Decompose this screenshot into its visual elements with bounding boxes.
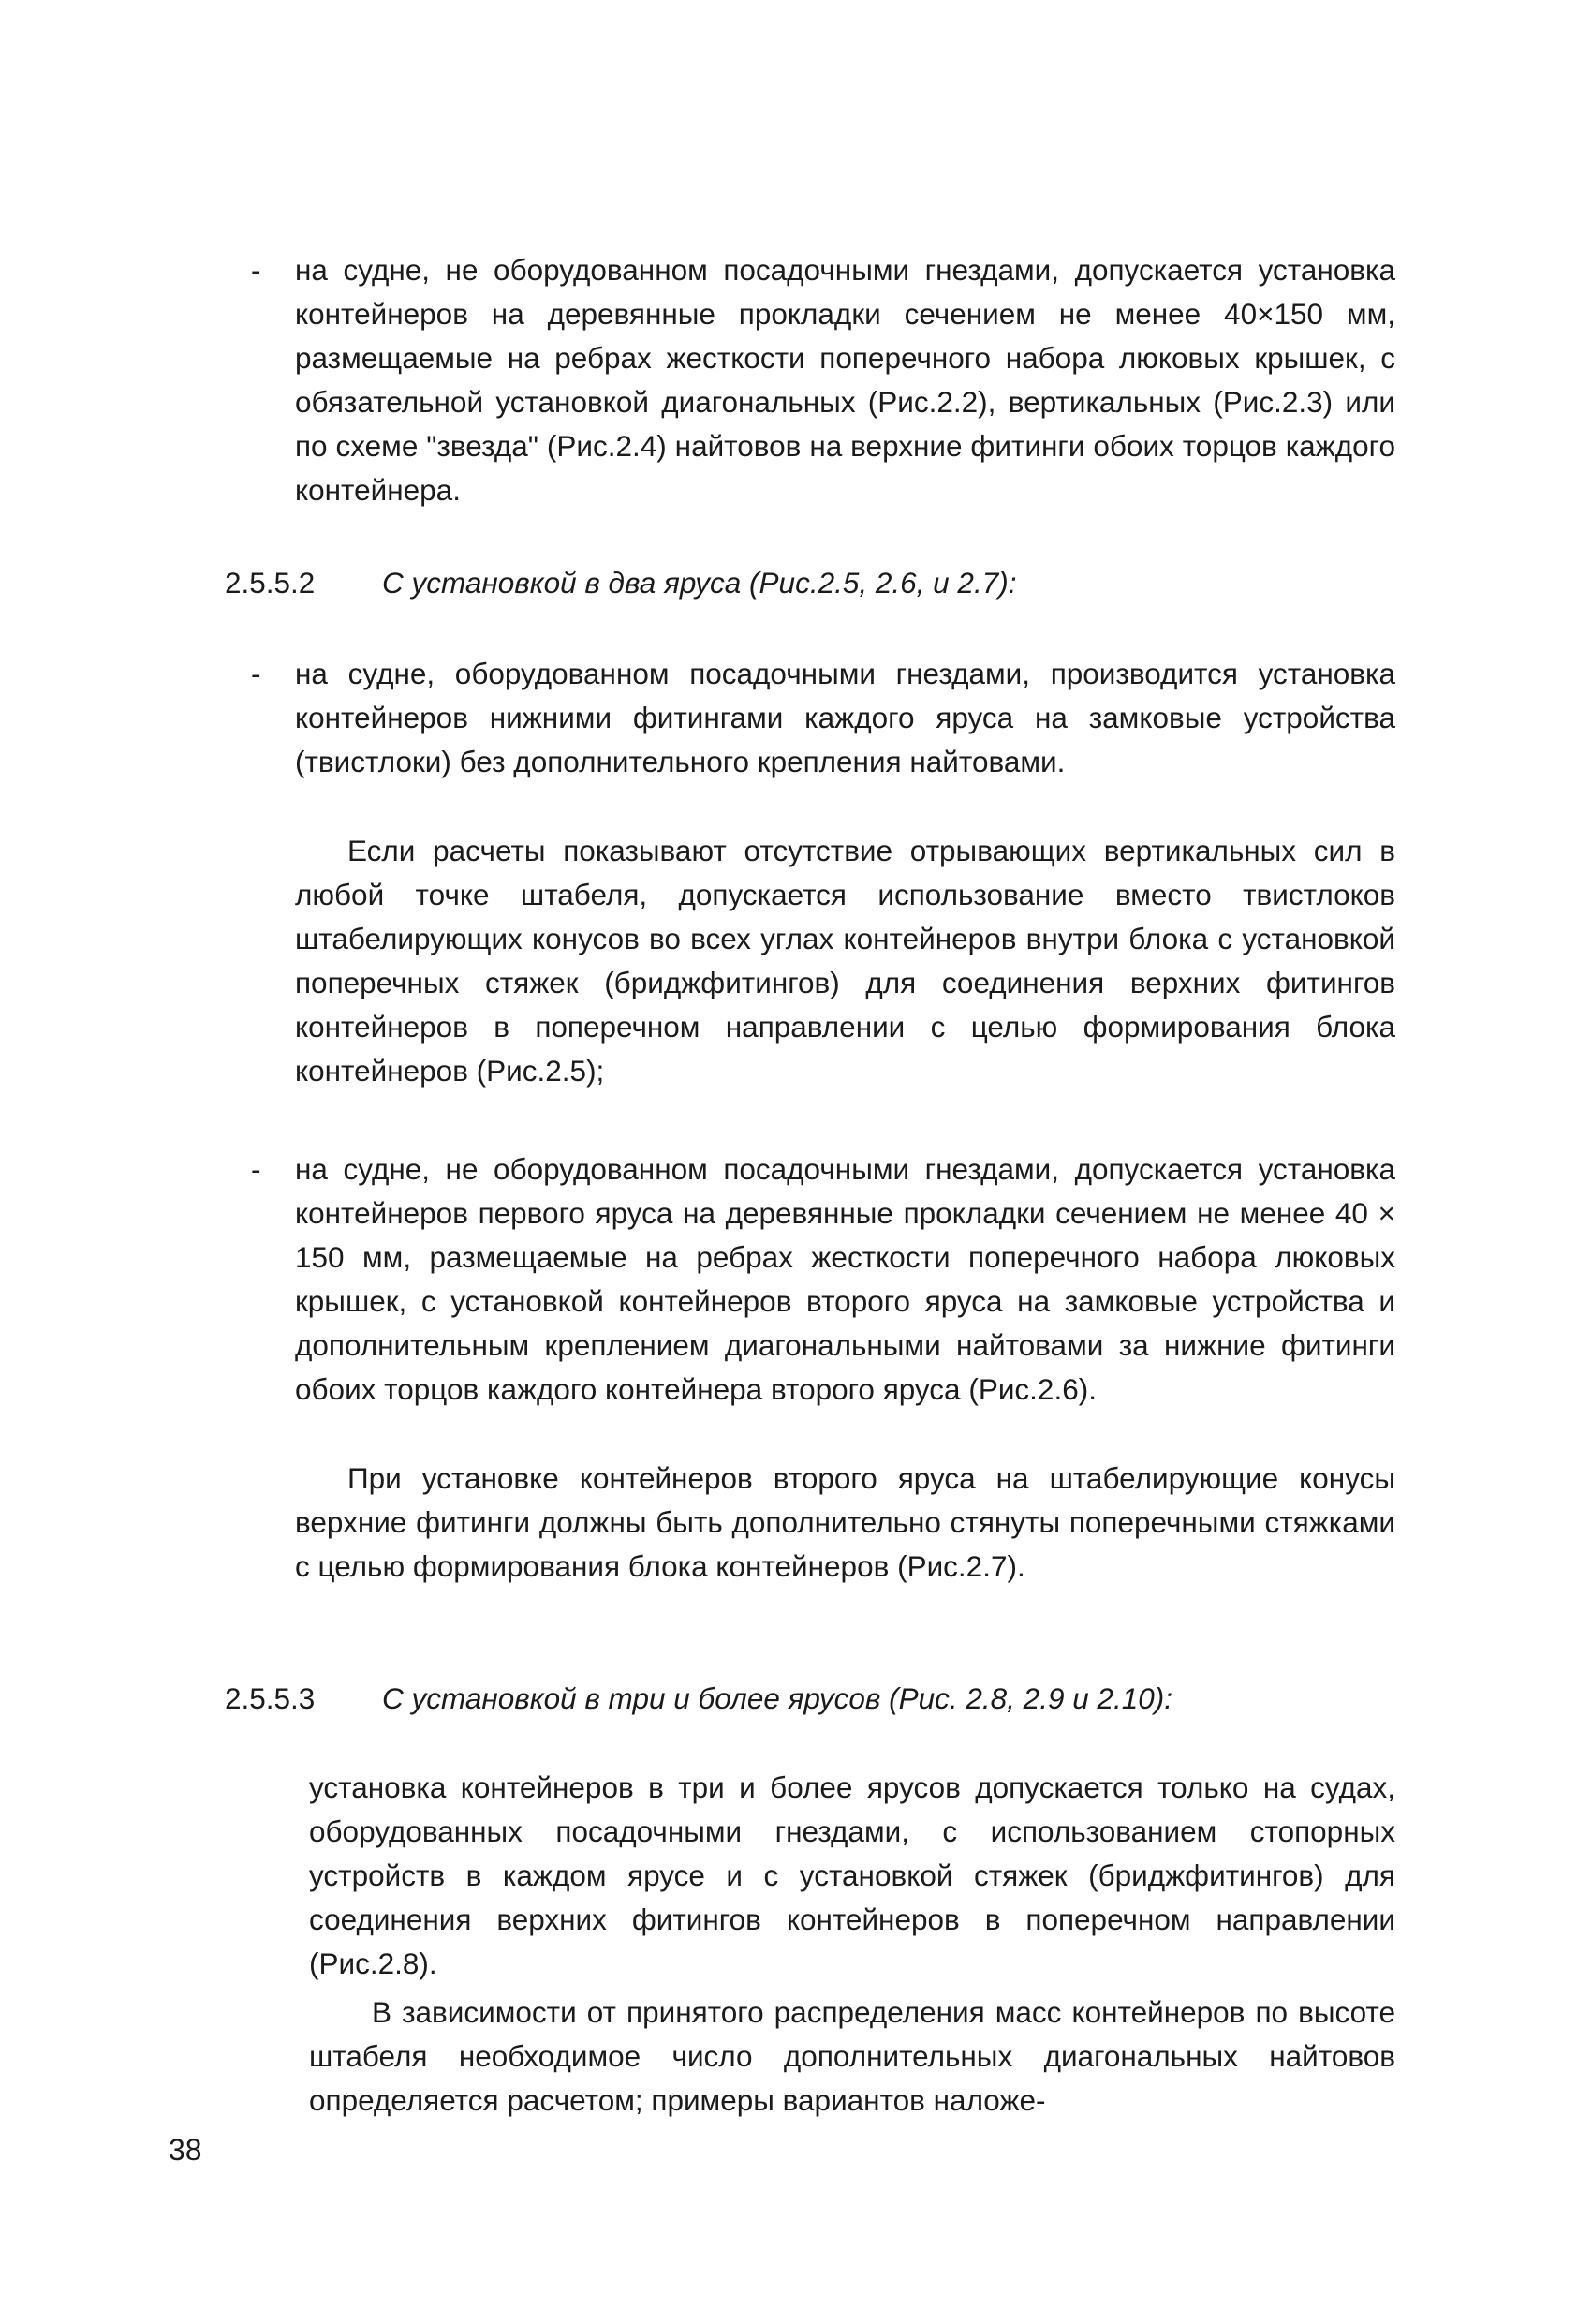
paragraph-three-tiers: установка контейнеров в три и более ярусов допускается только на судах, оборудованных посадочными гнездами, с использованием стопорных устройств в каждом ярусе и с установкой стяжек (бриджфитингов) для соединения верхних фитингов контейнеров в поперечном направлении (Рис.2.8). [309,1770,1395,1980]
page-number: 38 [169,2133,202,2167]
paragraph-mass-distribution: В зависимости от принятого распределения масс контейнеров по высоте штабеля необходимое число дополнительных диагональных найтовов определяется расчетом; примеры вариантов наложе- [309,1995,1395,2117]
section-number: 2.5.5.2 [225,566,316,600]
bullet-text: на судне, оборудованном посадочными гнездами, производится установка контейнеров нижними фитингами каждого яруса на замковые устройства (твистлоки) без дополнительного крепления найтовами. [295,657,1395,778]
bullet-text: на судне, не оборудованном посадочными гнездами, допускается установка контейнеров первого яруса на деревянные прокладки сечением не менее 40 × 150 мм, размещаемые на ребрах жесткости поперечного набора люковых крышек, с установкой контейнеров второго яруса на замковые устройства и дополнительным креплением диагональными найтовами за нижние фитинги обоих торцов каждого контейнера второго яруса (Рис.2.6). [295,1152,1395,1406]
bullet-dash: - [251,1152,261,1186]
paragraph-second-tier: При установке контейнеров второго яруса на штабелирующие конусы верхние фитинги должны быть дополнительно стянуты поперечными стяжками с целью формирования блока контейнеров (Рис.2.7). [295,1461,1395,1583]
bullet-dash: - [251,657,261,690]
section-title: С установкой в два яруса (Рис.2.5, 2.6, и 2.7): [382,566,1017,600]
bullet-paragraph-1 [251,248,1395,512]
bullet-paragraph-2 [251,652,1395,784]
section-heading-2-5-5-2 [225,561,1395,605]
section-heading-2-5-5-3 [225,1677,1395,1721]
section-number: 2.5.5.3 [225,1681,316,1715]
paragraph-twistlock-alternative: Если расчеты показывают отсутствие отрывающих вертикальных сил в любой точке штабеля, допускается использование вместо твистлоков штабелирующих конусов во всех углах контейнеров внутри блока с установкой поперечных стяжек (бриджфитингов) для соединения верхних фитингов контейнеров в поперечном направлении с целью формирования блока контейнеров (Рис.2.5); [295,834,1395,1088]
bullet-dash: - [251,253,261,287]
section-title: С установкой в три и более ярусов (Рис. 2.8, 2.9 и 2.10): [382,1681,1173,1715]
bullet-text: на судне, не оборудованном посадочными гнездами, допускается установка контейнеров на деревянные прокладки сечением не менее 40×150 мм, размещаемые на ребрах жесткости поперечного набора люковых крышек, с обязательной установкой диагональных (Рис.2.2), вертикальных (Рис.2.3) или по схеме "звезда" (Рис.2.4) найтовов на верхние фитинги обоих торцов каждого контейнера. [295,253,1395,507]
bullet-paragraph-3 [251,1147,1395,1412]
